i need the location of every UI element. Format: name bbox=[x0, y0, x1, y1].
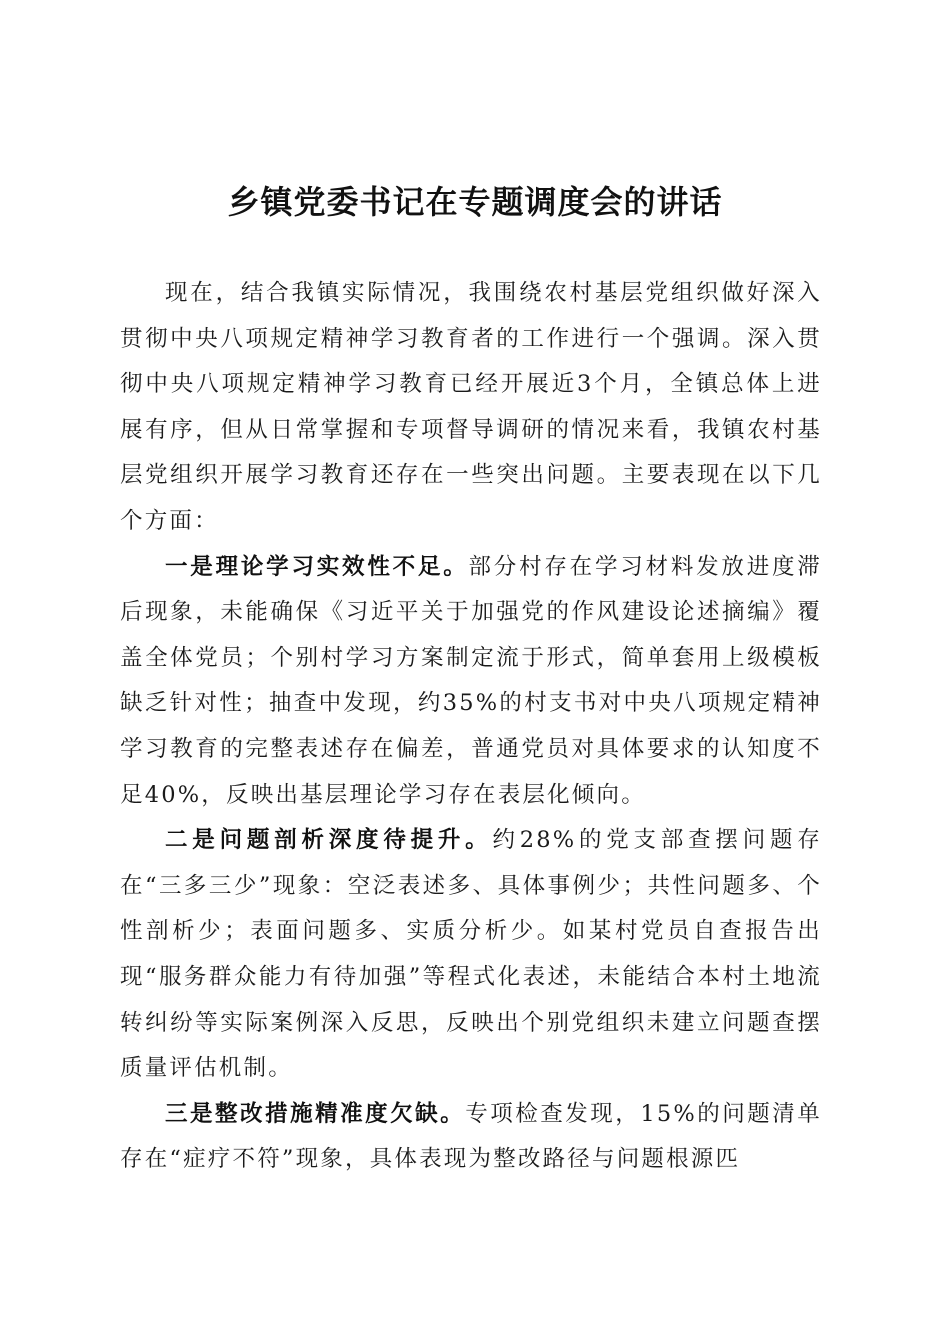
paragraph-lead: 三是整改措施精准度欠缺。 bbox=[165, 1100, 466, 1127]
document-body bbox=[120, 271, 822, 1183]
paragraph-text: 约28%的党支部查摆问题存在“三多三少”现象：空泛表述多、具体事例少；共性问题多、个性剖析少；表面问题多、实质分析少。如某村党员自查报告出现“服务群众能力有待加强”等程式化表述，未能结合本村土地流转纠纷等实际案例深入反思，反映出个别党组织未建立问题查摆质量评估机制。 bbox=[120, 827, 822, 1082]
paragraph-text: 部分村存在学习材料发放进度滞后现象，未能确保《习近平关于加强党的作风建设论述摘编》覆盖全体党员；个别村学习方案制定流于形式，简单套用上级模板缺乏针对性；抽查中发现，约35%的村支书对中央八项规定精神学习教育的完整表述存在偏差，普通党员对具体要求的认知度不足40%，反映出基层理论学习存在表层化倾向。 bbox=[120, 553, 822, 808]
paragraph-lead: 一是理论学习实效性不足。 bbox=[165, 553, 469, 580]
paragraph-point-3 bbox=[120, 1092, 822, 1183]
paragraph-intro bbox=[120, 271, 822, 545]
paragraph-point-2 bbox=[120, 818, 822, 1092]
paragraph-text: 专项检查发现，15%的问题清单存在“症疗不符”现象，具体表现为整改路径与问题根源匹 bbox=[120, 1100, 823, 1173]
paragraph-text: 现在，结合我镇实际情况，我围绕农村基层党组织做好深入贯彻中央八项规定精神学习教育者的工作进行一个强调。深入贯彻中央八项规定精神学习教育已经开展近3个月，全镇总体上进展有序，但从日常掌握和专项督导调研的情况来看，我镇农村基层党组织开展学习教育还存在一些突出问题。主要表现在以下几个方面： bbox=[120, 280, 822, 534]
paragraph-point-1 bbox=[120, 545, 822, 819]
paragraph-lead: 二是问题剖析深度待提升。 bbox=[165, 827, 493, 854]
document-title: 乡镇党委书记在专题调度会的讲话 bbox=[227, 183, 723, 221]
